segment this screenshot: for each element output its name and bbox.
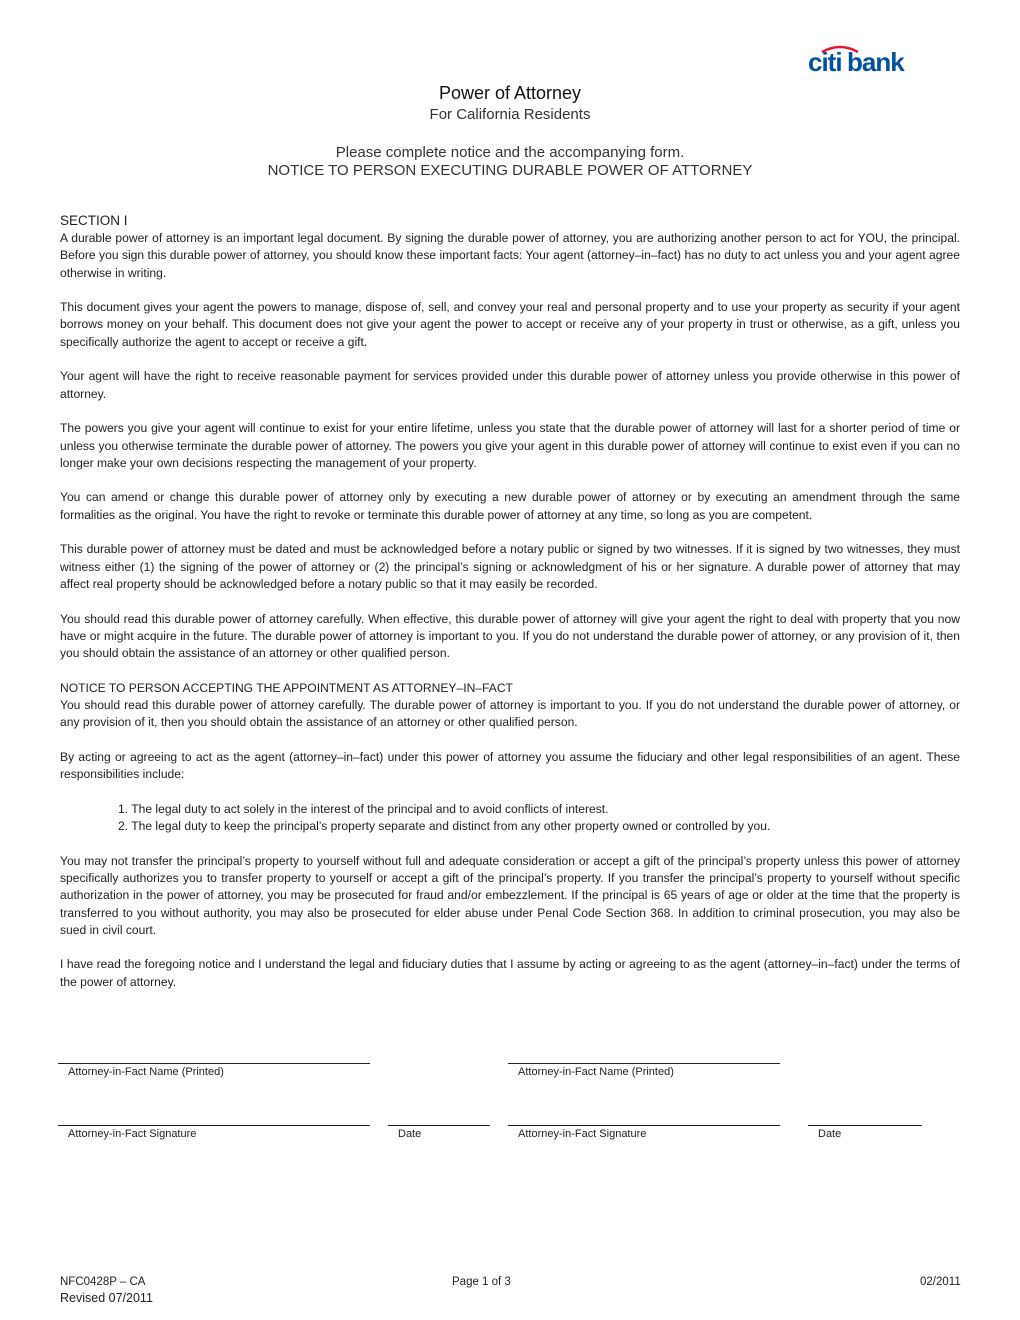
paragraph: Your agent will have the right to receive reasonable payment for services provided under this durable power of attorney unless you provide otherwise in this power of attorney. [60, 369, 960, 401]
logo-text-citi: citi [808, 47, 842, 77]
page-title: Power of Attorney [438, 83, 582, 103]
date-label-1: Date [398, 1128, 422, 1140]
date-label-2: Date [818, 1128, 842, 1140]
form-code: NFC0428P – CA [60, 1276, 146, 1288]
citibank-logo [808, 44, 918, 77]
page-number: Page 1 of 3 [452, 1276, 511, 1288]
name-label-1: Attorney-in-Fact Name (Printed) [68, 1066, 224, 1078]
paragraph: This document gives your agent the powers to manage, dispose of, sell, and convey your real and personal property and to use your property as security if your agent borrows money on your behalf. This document does not give your agent the power to accept or receive any of your property in trust or otherwise, as a gift, unless you specifically authorize the agent to accept or receive a gift. [60, 300, 960, 349]
instruction-text: Please complete notice and the accompanying form. [335, 144, 685, 161]
notice-heading: NOTICE TO PERSON ACCEPTING THE APPOINTMENT AS ATTORNEY–IN–FACT [60, 680, 513, 695]
paragraph: I have read the foregoing notice and I understand the legal and fiduciary duties that I assume by acting or agreeing to as the agent (attorney–in–fact) under the terms of the power of attorney. [60, 957, 960, 989]
paragraph: You should read this durable power of attorney carefully. When effective, this durable power of attorney will give your agent the right to deal with property that you now have or might acquire in the future. The durable power of attorney is important to you. If you do not understand the durable power of attorney, or any provision of it, then you should obtain the assistance of an attorney or other qualified person. [60, 611, 960, 661]
revised-date: Revised 07/2011 [60, 1291, 153, 1305]
signature-line-1[interactable] [58, 1125, 370, 1140]
signature-line-2[interactable] [508, 1125, 780, 1140]
signature-label-2: Attorney-in-Fact Signature [518, 1128, 647, 1140]
citibank-logo-graphic [808, 44, 918, 78]
date-line-2[interactable] [808, 1125, 922, 1140]
name-label-2: Attorney-in-Fact Name (Printed) [518, 1066, 674, 1078]
logo-text-bank: bank [847, 47, 904, 77]
paragraph: This durable power of attorney must be dated and must be acknowledged before a notary public or signed by two witnesses. If it is signed by two witnesses, they must witness either (1) the signing of the power of attorney or (2) the principal’s signing or acknowledgment of his or her signature. A durable power of attorney that may affect real property should be acknowledged before a notary public so that it may easily be recorded. [60, 542, 960, 591]
paragraph: You can amend or change this durable power of attorney only by executing a new durable power of attorney or by executing an amendment through the same formalities as the original. You have the right to revoke or terminate this durable power of attorney at any time, so long as you are competent. [60, 490, 960, 522]
paragraph: A durable power of attorney is an important legal document. By signing the durable power of attorney, you are authorizing another person to act for YOU, the principal. Before you sign this durable power of attorney, you should know these important facts: Your agent (attorney–in–fact) has no duty to act unless you and your agent agree otherwise in writing. [60, 231, 960, 280]
name-line-2[interactable] [508, 1063, 780, 1078]
notice-title: NOTICE TO PERSON EXECUTING DURABLE POWER OF ATTORNEY [267, 162, 753, 179]
paragraph: By acting or agreeing to act as the agent (attorney–in–fact) under this power of attorney you assume the fiduciary and other legal responsibilities of an agent. These responsibilities include: [60, 749, 960, 782]
responsibilities-list [60, 801, 960, 836]
paragraph: You should read this durable power of attorney carefully. The durable power of attorney is important to you. If you do not understand the durable power of attorney, or any provision of it, then you should obtain the assistance of an attorney or other qualified person. [60, 698, 960, 730]
list-item: 1. The legal duty to act solely in the interest of the principal and to avoid conflicts of interest. [118, 801, 609, 816]
form-date: 02/2011 [920, 1276, 961, 1288]
page-subtitle: For California Residents [429, 106, 591, 123]
signature-label-1: Attorney-in-Fact Signature [68, 1128, 197, 1140]
date-line-1[interactable] [388, 1125, 490, 1140]
paragraph: You may not transfer the principal’s property to yourself without full and adequate consideration or accept a gift of the principal’s property unless this power of attorney specifically authorizes you to transfer property to yourself or accept a gift of the principal’s property. If you transfer the principal’s property to yourself without specific authorization in the power of attorney, you may be prosecuted for fraud and/or embezzlement. If the principal is 65 years of age or older at the time that the property is transferred to you without authority, you may also be prosecuted for elder abuse under Penal Code Section 368. In addition to criminal prosecution, you may also be sued in civil court. [60, 853, 960, 937]
paragraph: The powers you give your agent will continue to exist for your entire lifetime, unless you state that the durable power of attorney will last for a shorter period of time or unless you otherwise terminate the durable power of attorney. The powers you give your agent in this durable power of attorney will continue to exist even if you can no longer make your own decisions respecting the management of your property. [60, 421, 960, 470]
section-heading: SECTION I [60, 213, 128, 228]
name-line-1[interactable] [58, 1063, 370, 1078]
list-item: 2. The legal duty to keep the principal’s property separate and distinct from any other property owned or controlled by you. [118, 819, 771, 834]
document-body [60, 212, 960, 1008]
